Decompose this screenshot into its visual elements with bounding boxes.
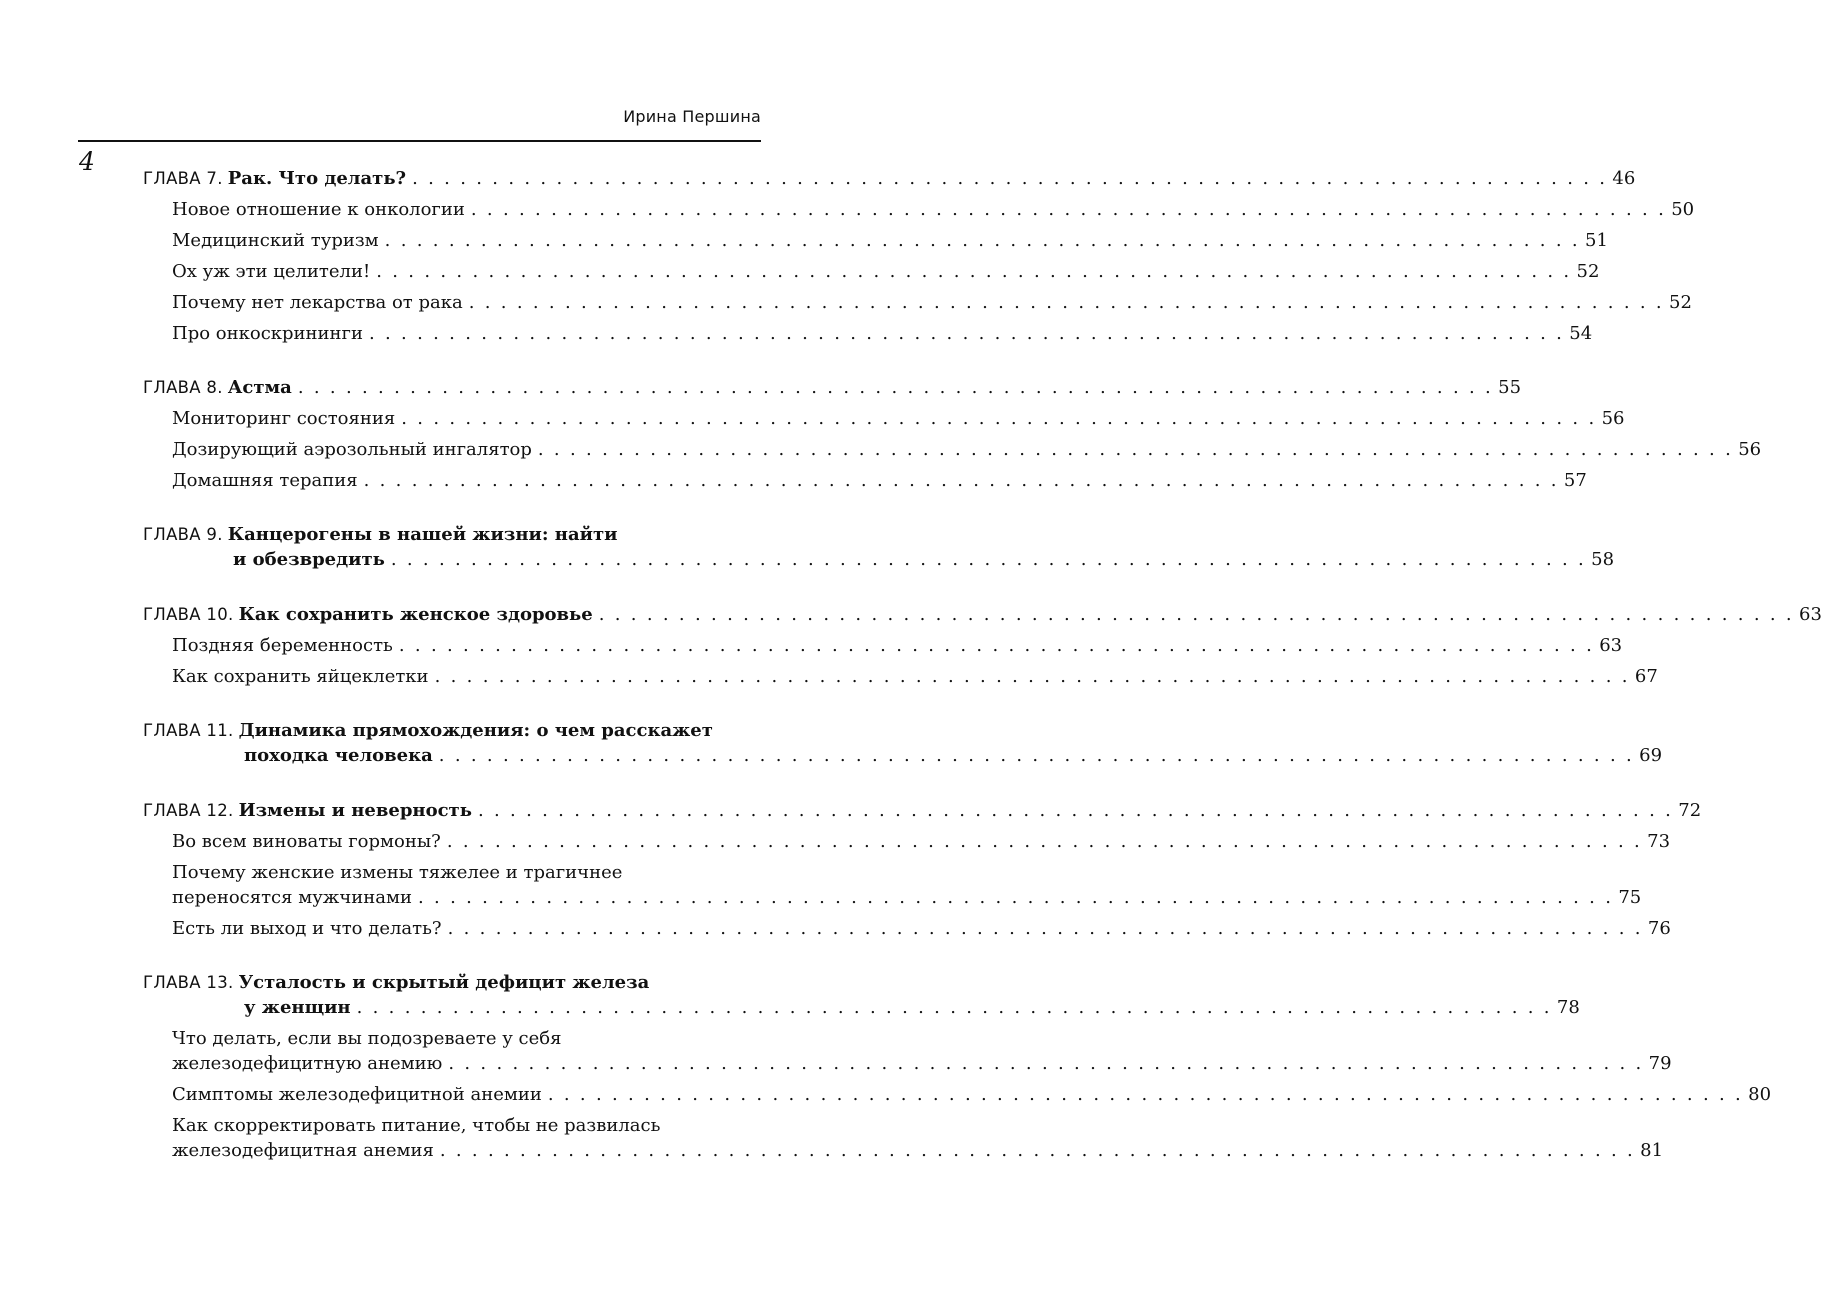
chapter-page: 78 <box>1556 997 1580 1018</box>
chapter-title: Астма <box>227 377 292 398</box>
chapter-label: ГЛАВА 8. <box>143 378 223 397</box>
dot-leader <box>412 168 1607 189</box>
entry-title: Есть ли выход и что делать? <box>172 918 442 939</box>
chapter-title-line1: Канцерогены в нашей жизни: найти <box>227 524 618 545</box>
toc-chapter-8 <box>143 377 1522 403</box>
entry-title-line2: железодефицитная анемия <box>172 1140 434 1161</box>
toc-entry <box>172 1115 761 1141</box>
chapter-label: ГЛАВА 12. <box>143 801 234 820</box>
entry-page: 56 <box>1738 439 1762 460</box>
dot-leader <box>391 549 1586 570</box>
entry-page: 63 <box>1599 635 1623 656</box>
entry-title: Дозирующий аэрозольный ингалятор <box>172 439 532 460</box>
dot-leader <box>448 1053 1643 1074</box>
entry-page: 81 <box>1640 1140 1664 1161</box>
chapter-page: 58 <box>1591 549 1615 570</box>
toc-entry <box>172 230 1608 256</box>
toc-entry-continued <box>172 1053 1672 1079</box>
dot-leader <box>478 800 1673 821</box>
dot-leader <box>448 918 1643 939</box>
toc-entry <box>172 635 1623 661</box>
dot-leader <box>401 408 1596 429</box>
entry-title: Симптомы железодефицитной анемии <box>172 1084 542 1105</box>
toc-chapter-9-continued <box>143 549 1615 575</box>
entry-page: 54 <box>1569 323 1593 344</box>
toc-entry <box>172 408 1625 434</box>
page-number: 4 <box>79 147 95 176</box>
entry-page: 75 <box>1618 887 1642 908</box>
toc-chapter-13-continued <box>143 997 1580 1023</box>
chapter-title: Как сохранить женское здоровье <box>238 604 593 625</box>
entry-title: Медицинский туризм <box>172 230 379 251</box>
entry-title-line2: переносятся мужчинами <box>172 887 412 908</box>
entry-page: 50 <box>1671 199 1695 220</box>
entry-page: 57 <box>1563 470 1587 491</box>
entry-title-line1: Как скорректировать питание, чтобы не развилась <box>172 1115 661 1136</box>
toc-entry <box>172 439 1762 465</box>
dot-leader <box>418 887 1613 908</box>
toc-entry-continued <box>172 1140 1664 1166</box>
chapter-page: 63 <box>1799 604 1822 625</box>
dot-leader <box>469 292 1664 313</box>
chapter-label: ГЛАВА 9. <box>143 525 223 544</box>
entry-page: 80 <box>1748 1084 1772 1105</box>
toc-chapter-13 <box>143 972 761 998</box>
entry-page: 52 <box>1669 292 1692 313</box>
chapter-title-line1: Динамика прямохождения: о чем расскажет <box>238 720 713 741</box>
dot-leader <box>471 199 1666 220</box>
chapter-title: Измены и неверность <box>238 800 472 821</box>
chapter-title: Рак. Что делать? <box>227 168 407 189</box>
dot-leader <box>298 377 1493 398</box>
toc-entry <box>172 199 1695 225</box>
entry-page: 73 <box>1647 831 1671 852</box>
dot-leader <box>364 470 1559 491</box>
chapter-label: ГЛАВА 11. <box>143 721 234 740</box>
entry-title: Во всем виноваты гормоны? <box>172 831 441 852</box>
dot-leader <box>357 997 1552 1018</box>
entry-title: Домашняя терапия <box>172 470 358 491</box>
toc-chapter-12 <box>143 800 1702 826</box>
entry-page: 51 <box>1585 230 1608 251</box>
header-rule <box>78 140 761 142</box>
toc-chapter-9 <box>143 524 761 550</box>
dot-leader <box>399 635 1594 656</box>
toc-entry <box>172 323 1593 349</box>
chapter-label: ГЛАВА 7. <box>143 169 223 188</box>
chapter-title-line1: Усталость и скрытый дефицит железа <box>238 972 650 993</box>
toc-entry <box>172 666 1658 692</box>
toc-chapter-7 <box>143 168 1636 194</box>
toc-entry <box>172 292 1692 318</box>
dot-leader <box>447 831 1642 852</box>
toc-chapter-11-continued <box>143 745 1663 771</box>
chapter-title-line2: у женщин <box>244 997 351 1018</box>
toc-entry-continued <box>172 887 1642 913</box>
dot-leader <box>385 230 1580 251</box>
dot-leader <box>369 323 1564 344</box>
toc-entry <box>172 261 1600 287</box>
entry-title: Новое отношение к онкологии <box>172 199 465 220</box>
entry-title-line1: Что делать, если вы подозреваете у себя <box>172 1028 562 1049</box>
entry-title-line2: железодефицитную анемию <box>172 1053 443 1074</box>
entry-page: 76 <box>1647 918 1671 939</box>
entry-title: Почему нет лекарства от рака <box>172 292 463 313</box>
toc-entry <box>172 470 1587 496</box>
toc-entry <box>172 918 1671 944</box>
chapter-title-line2: походка человека <box>244 745 433 766</box>
chapter-page: 46 <box>1612 168 1636 189</box>
entry-title-line1: Почему женские измены тяжелее и трагичнее <box>172 862 623 883</box>
dot-leader <box>548 1084 1743 1105</box>
toc-chapter-11 <box>143 720 761 746</box>
chapter-title-line2: и обезвредить <box>233 549 385 570</box>
chapter-label: ГЛАВА 10. <box>143 605 234 624</box>
toc-entry <box>172 831 1671 857</box>
entry-title: Ох уж эти целители! <box>172 261 371 282</box>
entry-title: Мониторинг состояния <box>172 408 396 429</box>
entry-title: Поздняя беременность <box>172 635 393 656</box>
chapter-label: ГЛАВА 13. <box>143 973 234 992</box>
entry-page: 79 <box>1648 1053 1672 1074</box>
toc-entry <box>172 1028 761 1054</box>
chapter-page: 69 <box>1639 745 1663 766</box>
dot-leader <box>538 439 1733 460</box>
chapter-page: 55 <box>1498 377 1522 398</box>
entry-page: 67 <box>1634 666 1658 687</box>
dot-leader <box>435 666 1630 687</box>
entry-title: Про онкоскрининги <box>172 323 363 344</box>
entry-page: 52 <box>1576 261 1600 282</box>
running-head-author: Ирина Першина <box>623 107 761 126</box>
toc-entry <box>172 1084 1772 1110</box>
dot-leader <box>599 604 1794 625</box>
chapter-page: 72 <box>1678 800 1702 821</box>
toc-chapter-10 <box>143 604 1822 630</box>
entry-title: Как сохранить яйцеклетки <box>172 666 429 687</box>
entry-page: 56 <box>1601 408 1625 429</box>
dot-leader <box>440 1140 1635 1161</box>
dot-leader <box>376 261 1571 282</box>
toc-entry <box>172 862 761 888</box>
dot-leader <box>439 745 1634 766</box>
